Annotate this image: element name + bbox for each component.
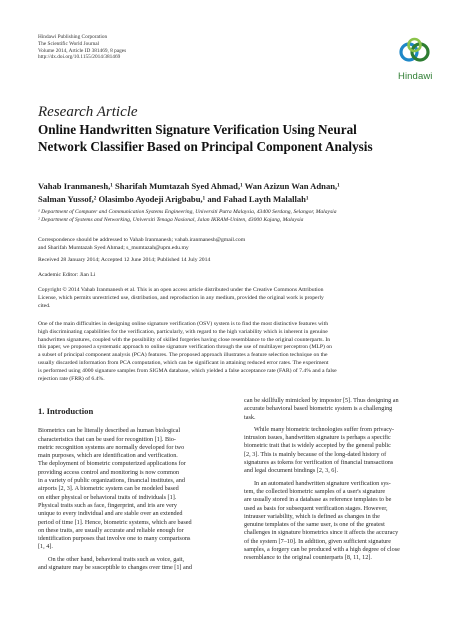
author-line: Vahab Iranmanesh,¹ Sharifah Mumtazah Syed Ahmad,¹ Wan Azizun Wan Adnan,¹ [38,181,340,191]
text-line: in a variety of public organizations, financial institutes, and [38,477,185,485]
text-line: resemblance to the original counterparts [8, 11, 12]. [244,554,372,562]
abstract-line: high discriminating capabilities for the verification, particularly, with regard to the high variability which is inherent in genuine [38,328,328,335]
text-line: While many biometric technologies suffer from privacy- [254,425,395,433]
publisher-name: Hindawi Publishing Corporation [38,34,108,40]
correspondence-line: and Sharifah Mumtazah Syed Ahmad; s_mumtazah@upm.edu.my [38,244,189,251]
intro-paragraph-5 [244,480,440,563]
title-line: Online Handwritten Signature Verification Using Neural [38,122,357,137]
intro-paragraph-4 [244,426,440,476]
intro-paragraph-3 [244,397,440,422]
right-column [244,397,440,563]
text-line: task. [244,413,256,421]
affiliation-1: ¹ Department of Computer and Communication Systems Engineering, Universiti Putra Malaysia, 43400 Serdang, Selangor, Malaysia [38,209,337,215]
doi-link[interactable]: http://dx.doi.org/10.1155/2014/381469 [38,54,121,61]
text-line: can be skillfully mimicked by impostor [5]. Thus designing an [244,397,399,404]
academic-editor: Academic Editor: Jian Li [38,272,96,278]
copyright-notice [38,287,438,310]
affiliations [38,209,448,224]
text-line: are usually stored in a database as reference templates to be [244,496,392,504]
intro-paragraph-2 [38,556,234,573]
abstract-line: usually discarded information from PCA computation, which can be significant in attaining reduced error rates. The experiment [38,359,329,366]
copyright-line: License, which permits unrestricted use, distribution, and reproduction in any medium, provided the original work is properly [38,294,324,301]
text-line: metric recognition systems are normally developed for two [38,443,185,451]
text-line: and signature may be susceptible to changes over time [1] and [38,564,192,572]
author-line: Salman Yussof,² Olasimbo Ayodeji Arigbabu,¹ and Fahad Layth Malallah¹ [38,193,309,204]
text-line: main purposes, which are identification and verification. [38,452,178,460]
text-line: and legal document bindings [2, 3, 6]. [244,467,338,475]
text-line: challenges in signature biometrics since it affects the accuracy [244,529,399,537]
text-line: intrauser variability, which is defined as changes in the [244,512,380,520]
text-line: Physical traits such as face, fingerprint, and iris are very [38,501,177,509]
text-line: samples, a forgery can be produced with a high degree of close [244,546,400,554]
text-line: airports [2, 3]. A biometric system can be modeled based [38,485,179,493]
text-line: unique to every individual and are stable over an extended [38,510,183,518]
affiliation-2: ² Department of Systems and Networking, Universiti Tenaga Nasional, Jalan IKRAM-Uniten, 43000 Kajang, Malaysia [38,216,304,223]
text-line: In an automated handwritten signature verification sys- [254,479,391,487]
intro-paragraph-1 [38,427,234,551]
section-heading: 1. Introduction [38,406,94,416]
publication-dates: Received 28 January 2014; Accepted 12 June 2014; Published 14 July 2014 [38,257,211,263]
text-line: used as basis for subsequent verification stages. However, [244,504,388,512]
text-line: [2, 3]. This is mainly because of the long-dated history of [244,450,387,458]
text-line: On the other hand, behavioral traits such as voice, gait, [48,555,185,563]
text-line: on these traits, are usually accurate and reliable enough for [38,526,184,534]
text-line: accurate behavioral based biometric system is a challenging [244,405,393,413]
paper-title [38,121,458,155]
text-line: characteristics that can be used for recognition [1]. Bio- [38,435,176,443]
article-type: Research Article [38,104,138,120]
abstract-line: this paper, we proposed a systematic approach to online signature verification through the use of multilayer perceptron (MLP) on [38,344,333,351]
logo-wordmark: Hindawi [398,71,433,82]
abstract-line: a subset of principal component analysis (PCA) features. The proposed approach illustrates a feature selection technique on the [38,352,328,359]
text-line: tem, the collected biometric samples of a user's signature [244,487,386,495]
text-line: The deployment of biometric computerized applications for [38,460,186,468]
text-line: intrusion issues, handwritten signature is perhaps a specific [244,434,391,442]
journal-name: The Scientific World Journal [38,40,100,47]
journal-header [38,34,126,61]
abstract-line: is performed using 4000 signature samples from SIGMA database, which yielded a false acceptance rate (FAR) of 7.4% and a false [38,367,337,374]
abstract-line: rejection rate (FRR) of 6.4%. [38,375,105,382]
text-line: of the system [7–10]. In addition, given sufficient signature [244,537,391,545]
text-line: biometric trait that is widely accepted by the general public [244,442,391,450]
text-line: Biometrics can be literally described as human biological [38,427,181,435]
text-line: period of time [1]. Hence, biometric systems, which are based [38,518,192,526]
text-line: genuine templates of the same user, is one of the greatest [244,521,385,529]
left-column [38,397,234,572]
text-line: providing access control and monitoring is now common [38,468,180,476]
correspondence [38,237,448,253]
text-line: on either physical or behavioral traits of individuals [1]. [38,493,177,501]
text-line: signatures as tokens for verification of financial transactions [244,459,394,467]
text-line: [1, 4]. [38,543,53,551]
copyright-line: cited. [38,302,51,309]
abstract-line: handwritten signatures, coupled with the possibility of skilled forgeries having close resemblance to the original counterparts. In [38,336,331,343]
abstract [38,321,438,383]
volume-info: Volume 2014, Article ID 381469, 8 pages [38,47,127,54]
title-line: Network Classifier Based on Principal Component Analysis [38,139,373,154]
text-line: identification purposes that involve one to many comparisons [38,535,191,543]
correspondence-line: Correspondence should be addressed to Vahab Iranmanesh; vahab.iranmanesh@gmail.com [38,237,246,243]
author-list [38,180,448,205]
copyright-line: Copyright © 2014 Vahab Iranmanesh et al. This is an open access article distributed under the Creative Commons Attribution [38,287,324,293]
abstract-line: One of the main difficulties in designing online signature verification (OSV) system is to find the most distinctive features with [38,321,329,327]
